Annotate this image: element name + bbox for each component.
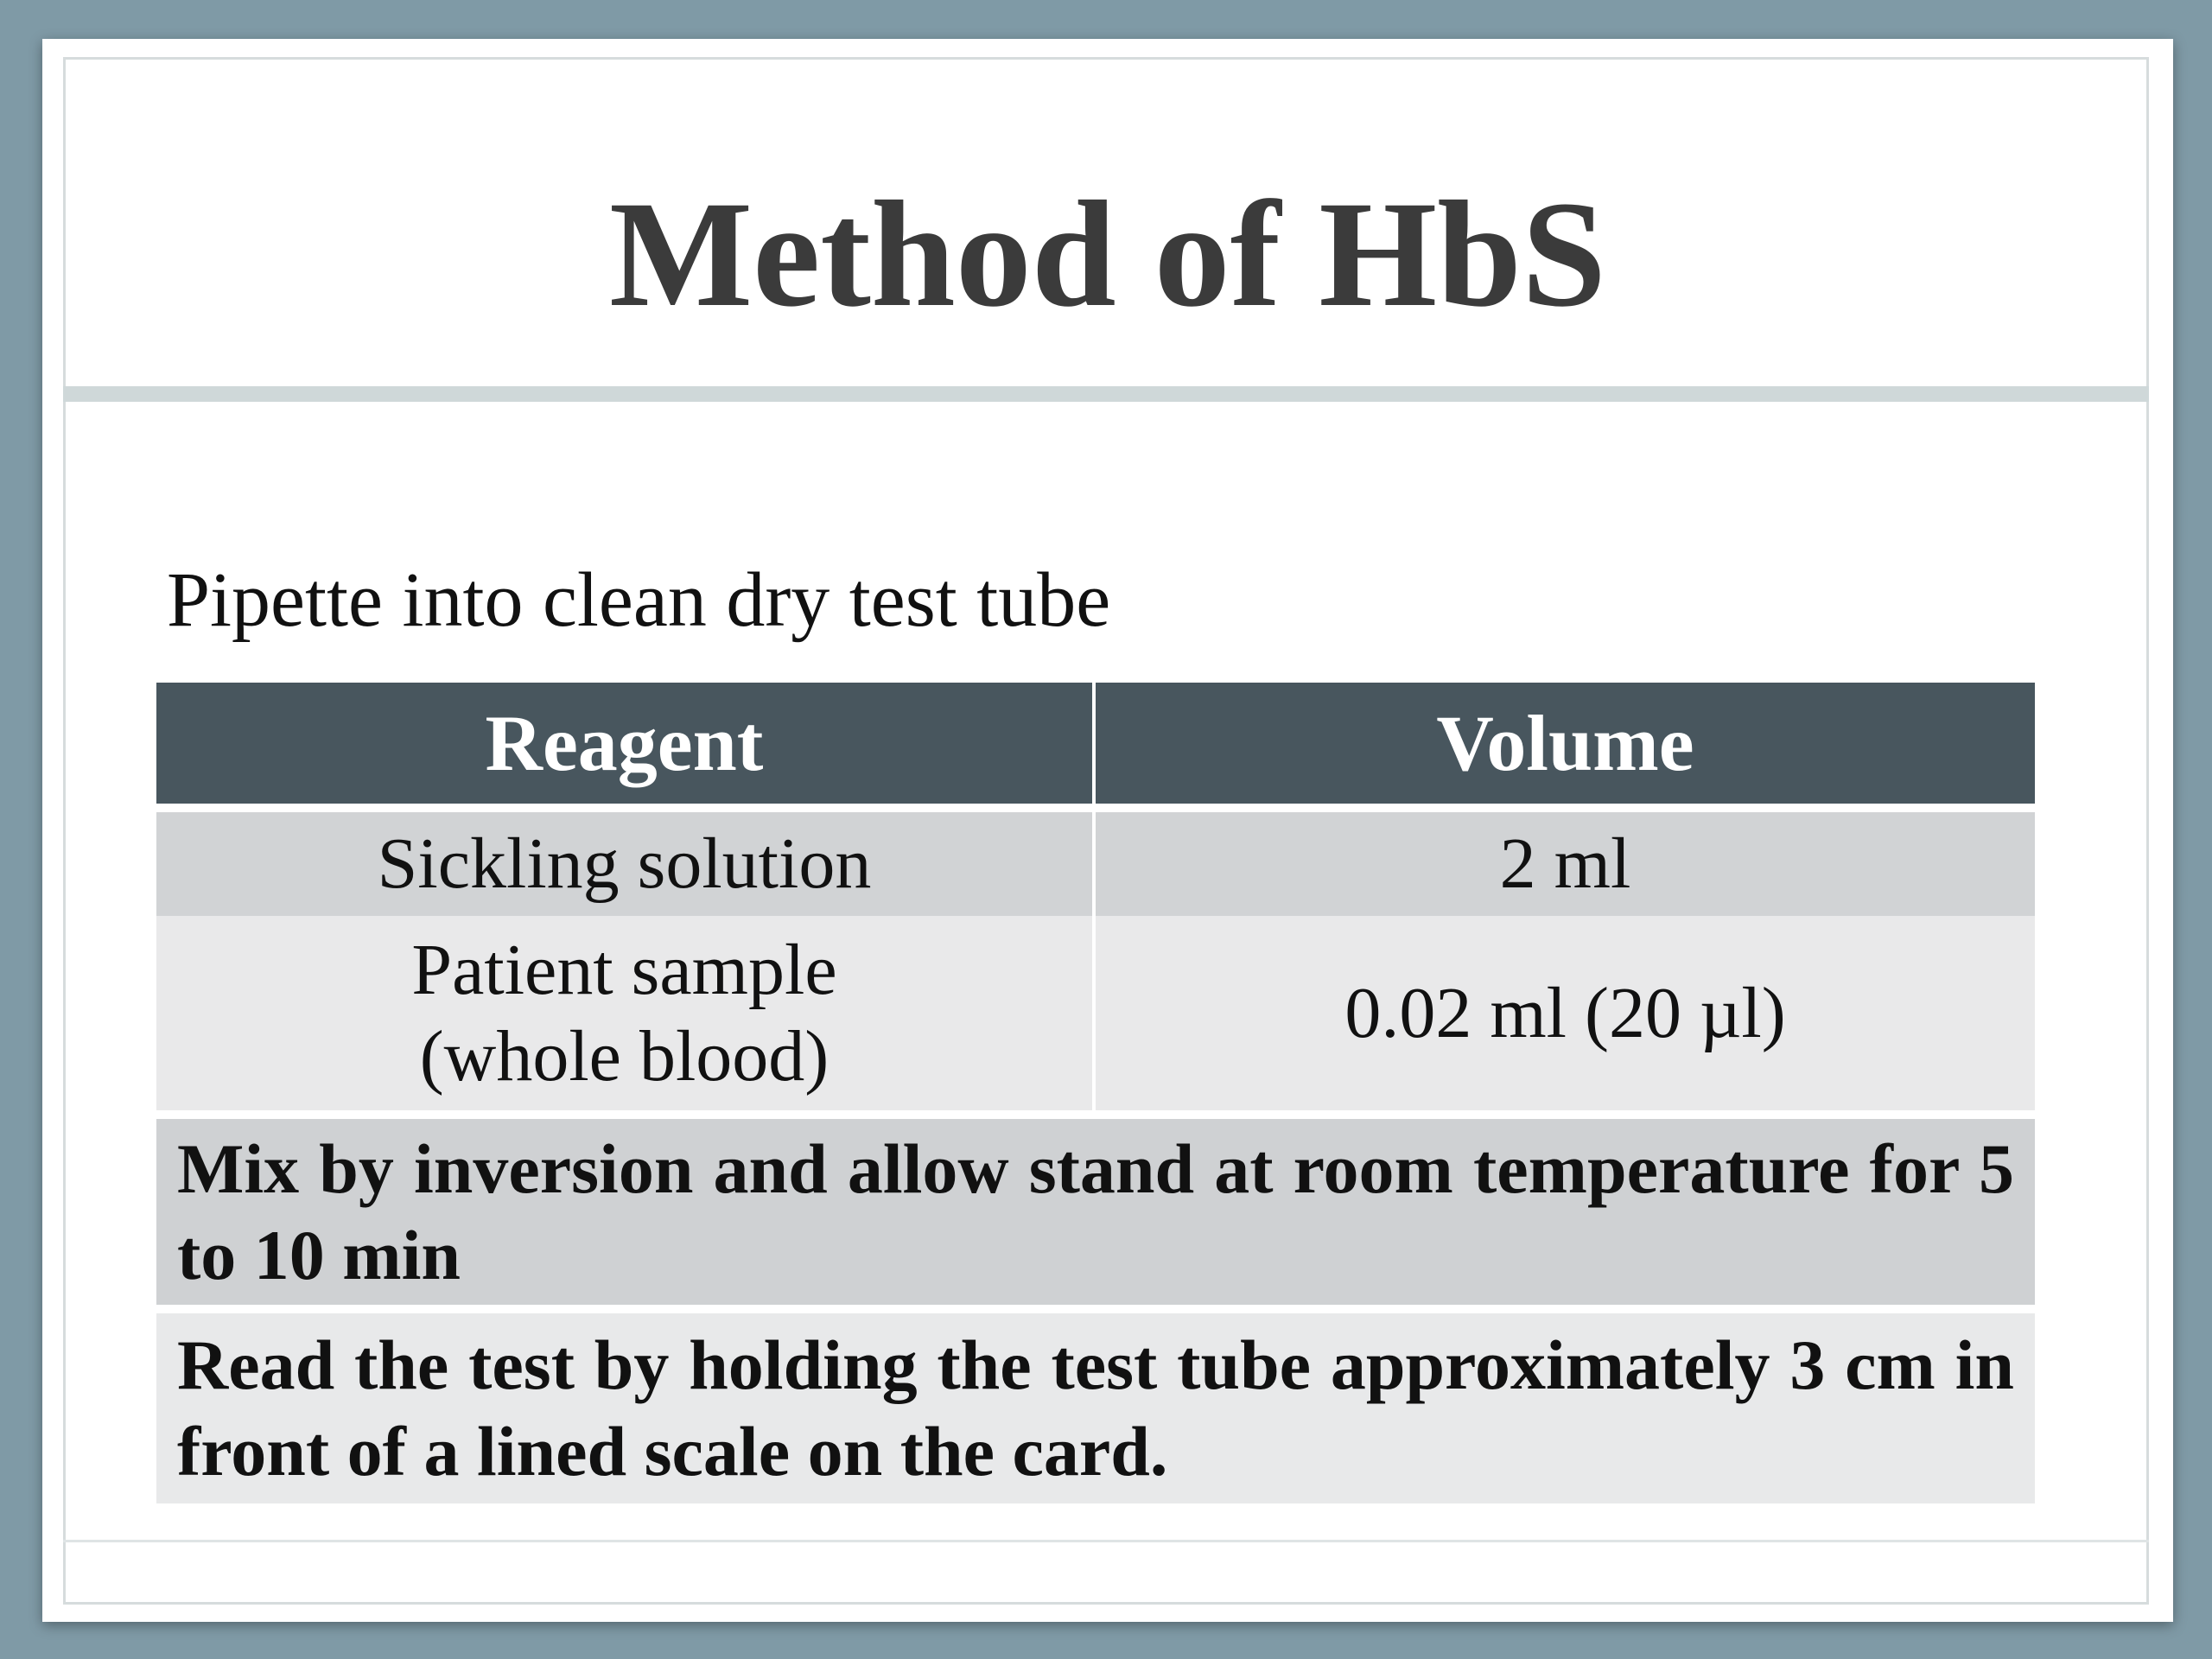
intro-text: Pipette into clean dry test tube bbox=[167, 557, 1111, 643]
table-row bbox=[156, 812, 2035, 916]
slide bbox=[42, 39, 2173, 1622]
header-reagent: Reagent bbox=[156, 683, 1094, 804]
volume-cell: 2 ml bbox=[1094, 812, 2035, 916]
note-row bbox=[156, 1313, 2035, 1503]
footer-divider bbox=[63, 1540, 2149, 1542]
reagent-cell: Sickling solution bbox=[156, 812, 1094, 916]
slide-title: Method of HbS bbox=[609, 170, 1606, 339]
reagent-cell: Patient sample (whole blood) bbox=[156, 916, 1094, 1110]
mix-instruction: Mix by inversion and allow stand at room temperature for 5 to 10 min bbox=[156, 1119, 2035, 1305]
read-instruction: Read the test by holding the test tube approximately 3 cm in front of a lined scale on the card. bbox=[156, 1313, 2035, 1503]
table-row bbox=[156, 916, 2035, 1110]
volume-cell: 0.02 ml (20 µl) bbox=[1094, 916, 2035, 1110]
table-header-row bbox=[156, 683, 2035, 804]
title-divider bbox=[63, 386, 2149, 402]
note-row bbox=[156, 1119, 2035, 1305]
method-table bbox=[156, 683, 2035, 1503]
header-volume: Volume bbox=[1094, 683, 2035, 804]
